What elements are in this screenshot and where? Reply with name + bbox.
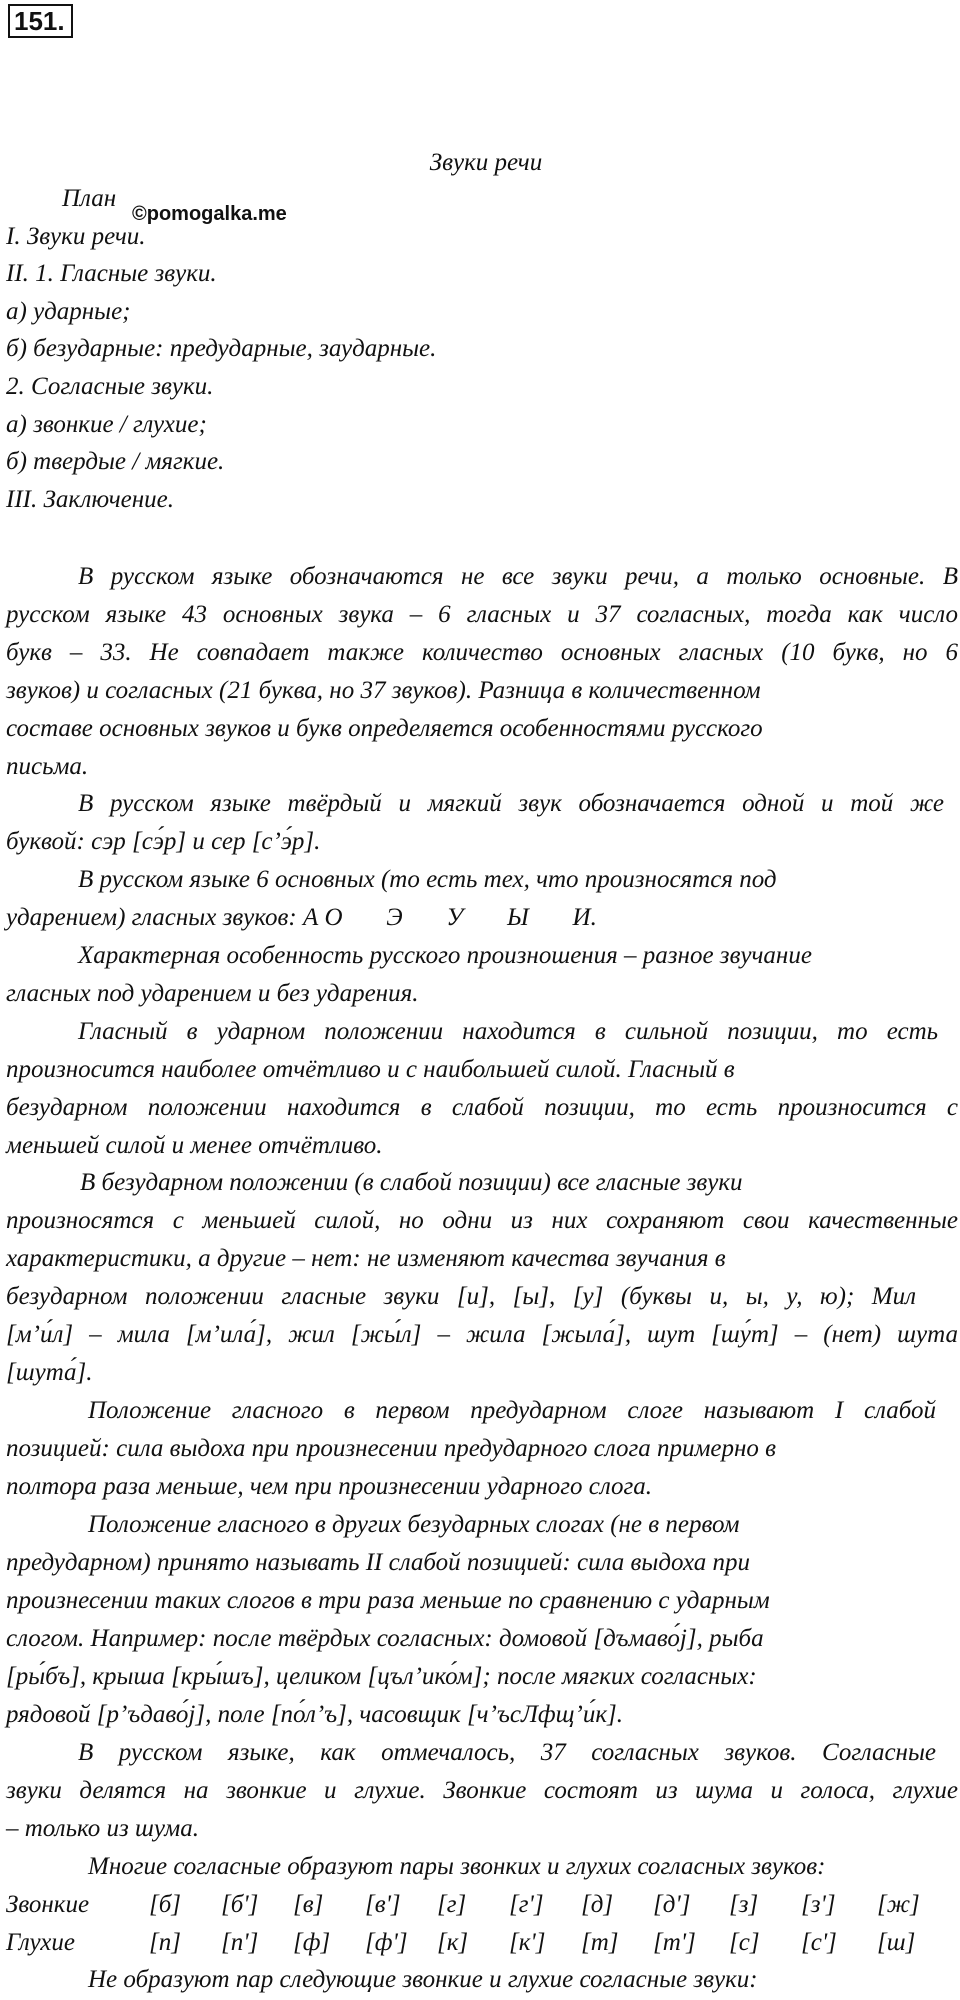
text-line: характеристики, а другие – нет: не изменяют качества звучания в bbox=[6, 1245, 726, 1272]
voiced-sound: [д'] bbox=[653, 1891, 691, 1918]
text-line: произносятся с меньшей силой, но одни из них сохраняют свои качественные bbox=[6, 1207, 958, 1234]
voiced-sound: [г'] bbox=[509, 1891, 544, 1918]
voiceless-sound: [ф] bbox=[293, 1929, 331, 1956]
text-line: произносится наиболее отчётливо и с наибольшей силой. Гласный в bbox=[6, 1056, 735, 1083]
voiced-label: Звонкие bbox=[6, 1891, 90, 1918]
text-line: меньшей силой и менее отчётливо. bbox=[6, 1132, 383, 1159]
text-line: буквой: сэр [сэ́р] и сер [с’э́р]. bbox=[6, 828, 321, 855]
text-line: [ры́бъ], крыша [кры́шъ], целиком [цъл’ико́м]; после мягких согласных: bbox=[6, 1663, 757, 1690]
voiceless-sound: [к] bbox=[437, 1929, 469, 1956]
text-line: Гласный в ударном положении находится в сильной позиции, то есть bbox=[78, 1018, 938, 1045]
text-line: Многие согласные образуют пары звонких и глухих согласных звуков: bbox=[88, 1853, 826, 1880]
plan-item: 2. Согласные звуки. bbox=[6, 373, 214, 400]
text-line: безударном положении находится в слабой позиции, то есть произносится с bbox=[6, 1094, 958, 1121]
voiceless-sound: [с] bbox=[729, 1929, 760, 1956]
plan-item: I. Звуки речи. bbox=[6, 223, 146, 250]
text-line: В русском языке, как отмечалось, 37 согласных звуков. Согласные bbox=[78, 1739, 936, 1766]
voiced-sound: [з'] bbox=[801, 1891, 836, 1918]
exercise-number: 151. bbox=[8, 4, 73, 38]
voiced-sound: [в] bbox=[293, 1891, 324, 1918]
text-line: письма. bbox=[6, 753, 89, 780]
voiceless-row bbox=[6, 1928, 956, 1958]
text-line: – только из шума. bbox=[6, 1815, 200, 1842]
text-line: В русском языке 6 основных (то есть тех, что произносятся под bbox=[78, 866, 777, 893]
text-line: слогом. Например: после твёрдых согласных: домовой [дъмаво́j], рыба bbox=[6, 1625, 764, 1652]
text-line: [м’и́л] – мила [м’ила́], жил [жы́л] – жила [жыла́], шут [шу́т] – (нет) шута bbox=[6, 1321, 958, 1348]
text-line: русском языке 43 основных звука – 6 гласных и 37 согласных, тогда как число bbox=[6, 601, 958, 628]
plan-item: а) ударные; bbox=[6, 298, 131, 325]
text-line: рядовой [р’ъдаво́j], поле [по́л’ъ], часовщик [ч’ъсЛфщ’и́к]. bbox=[6, 1701, 624, 1728]
watermark: ©pomogalka.me bbox=[132, 203, 287, 225]
voiceless-sound: [т] bbox=[581, 1929, 619, 1956]
text-line: Характерная особенность русского произношения – разное звучание bbox=[78, 942, 812, 969]
voiced-sound: [г] bbox=[437, 1891, 467, 1918]
plan-heading: План bbox=[62, 185, 117, 212]
plan-item: III. Заключение. bbox=[6, 486, 175, 513]
voiced-sound: [ж] bbox=[877, 1891, 920, 1918]
voiceless-sound: [с'] bbox=[801, 1929, 837, 1956]
voiceless-sound: [ш] bbox=[877, 1929, 916, 1956]
text-line: безударном положении гласные звуки [и], [ы], [у] (буквы и, ы, у, ю); Мил bbox=[6, 1283, 916, 1310]
voiceless-sound: [п] bbox=[149, 1929, 181, 1956]
text-line: звуки делятся на звонкие и глухие. Звонкие состоят из шума и голоса, глухие bbox=[6, 1777, 958, 1804]
plan-item: б) твердые / мягкие. bbox=[6, 448, 225, 475]
text-line: произнесении таких слогов в три раза меньше по сравнению с ударным bbox=[6, 1587, 770, 1614]
voiceless-sound: [п'] bbox=[221, 1929, 259, 1956]
voiced-sound: [з] bbox=[729, 1891, 759, 1918]
text-line: Положение гласного в первом предударном слоге называют I слабой bbox=[88, 1397, 936, 1424]
text-line: гласных под ударением и без ударения. bbox=[6, 980, 419, 1007]
voiced-sound: [б] bbox=[149, 1891, 182, 1918]
text-line: Положение гласного в других безударных слогах (не в первом bbox=[88, 1511, 740, 1538]
text-title: Звуки речи bbox=[429, 149, 543, 176]
voiceless-label: Глухие bbox=[6, 1929, 75, 1956]
text-line: [шута́]. bbox=[6, 1359, 93, 1386]
voiced-sound: [в'] bbox=[365, 1891, 401, 1918]
text-line: Не образуют пар следующие звонкие и глухие согласные звуки: bbox=[88, 1966, 758, 1993]
voiced-sound: [д] bbox=[581, 1891, 614, 1918]
text-line: В русском языке твёрдый и мягкий звук обозначается одной и той же bbox=[78, 790, 944, 817]
voiceless-sound: [к'] bbox=[509, 1929, 546, 1956]
text-line: составе основных звуков и букв определяется особенностями русского bbox=[6, 715, 763, 742]
text-line: звуков) и согласных (21 буква, но 37 звуков). Разница в количественном bbox=[6, 677, 761, 704]
text-line: букв – 33. Не совпадает также количество основных гласных (10 букв, но 6 bbox=[6, 639, 958, 666]
voiced-sound: [б'] bbox=[221, 1891, 259, 1918]
text-line: позицией: сила выдоха при произнесении предударного слога примерно в bbox=[6, 1435, 777, 1462]
text-line: предударном) принято называть II слабой позицией: сила выдоха при bbox=[6, 1549, 751, 1576]
text-line: В русском языке обозначаются не все звуки речи, а только основные. В bbox=[78, 563, 958, 590]
text-line: полтора раза меньше, чем при произнесении ударного слога. bbox=[6, 1473, 653, 1500]
text-line: В безударном положении (в слабой позиции) все гласные звуки bbox=[80, 1169, 743, 1196]
voiceless-sound: [ф'] bbox=[365, 1929, 408, 1956]
text-line: ударением) гласных звуков: А О Э У Ы И. bbox=[6, 904, 597, 931]
plan-item: б) безударные: предударные, заударные. bbox=[6, 335, 437, 362]
voiced-row bbox=[6, 1890, 956, 1920]
plan-item: II. 1. Гласные звуки. bbox=[6, 260, 217, 287]
voiceless-sound: [т'] bbox=[653, 1929, 696, 1956]
plan-item: а) звонкие / глухие; bbox=[6, 411, 207, 438]
